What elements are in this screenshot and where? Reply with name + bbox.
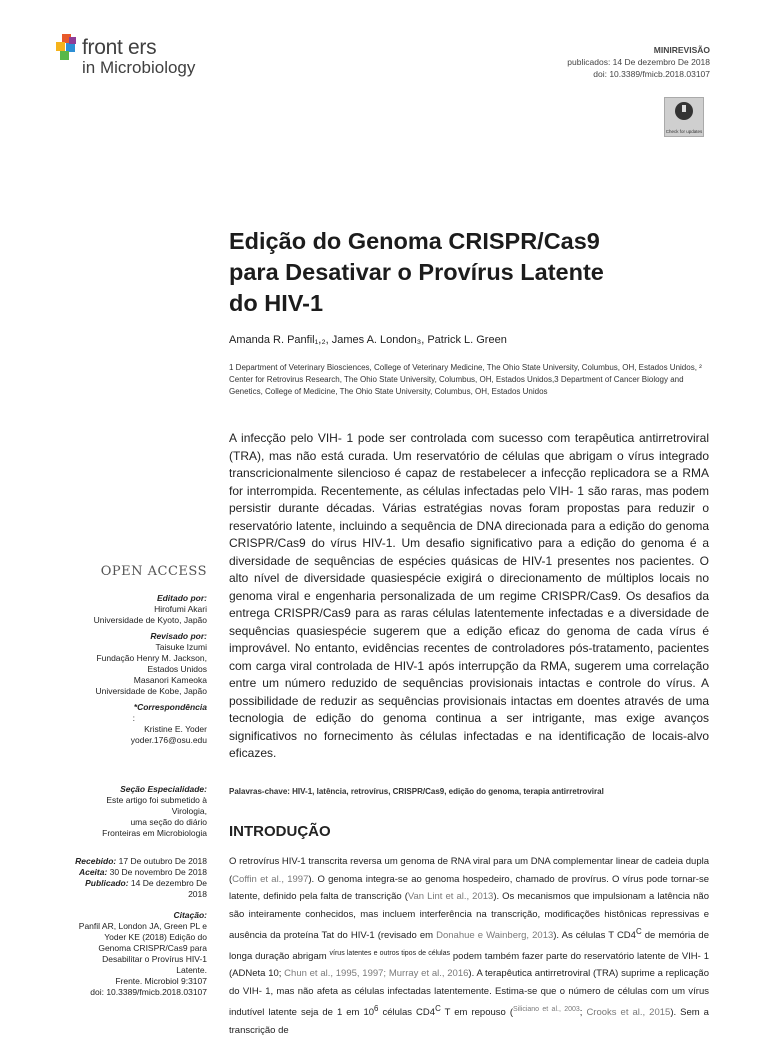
logo-word-journal: in Microbiology <box>82 58 196 77</box>
badge-label: Check for updates <box>665 129 703 134</box>
accepted-label: Aceita: <box>78 867 108 877</box>
update-icon <box>665 98 703 124</box>
citation-text: Yoder KE (2018) Edição do <box>104 932 207 942</box>
citation-text: Desabilitar o Provírus HIV-1 <box>102 954 207 964</box>
introduction-text <box>229 853 709 1039</box>
article-doi: doi: 10.3389/fmicb.2018.03107 <box>593 69 710 79</box>
edited-by-label: Editado por: <box>156 593 207 603</box>
received-label: Recebido: <box>75 856 117 866</box>
section-heading-introduction: INTRODUÇÃO <box>229 823 331 840</box>
citation-link[interactable]: Donahue e Wainberg, 2013 <box>436 930 554 942</box>
open-access-label: OPEN ACCESS <box>100 564 207 579</box>
title-line-1: Edição do Genoma CRISPR/Cas9 <box>229 228 600 254</box>
reviewer-name: Masanori Kameoka <box>133 675 207 685</box>
intro-text-11: ). Sem a transcrição de <box>229 1007 709 1036</box>
citation-link[interactable]: Siliciano et al., 2003 <box>513 1006 580 1014</box>
accepted-date: 30 De novembro De 2018 <box>107 867 207 877</box>
section-block <box>27 784 207 839</box>
reviewed-by-label: Revisado por: <box>150 631 207 641</box>
frontiers-logo-icon <box>56 34 80 62</box>
citation-text: Panfil AR, London JA, Green PL e <box>78 921 207 931</box>
intro-text-5: de memória de longa duração abrigam <box>229 930 709 962</box>
reviewer-affiliation: Fundação Henry M. Jackson, <box>96 653 207 663</box>
abstract: A infecção pelo VIH- 1 pode ser controlada com sucesso com terapêutica antirretroviral (TRA), mas não está curada. Um reservatório de células que abrigam o vírus integrado transcricionalmente silencioso é capaz de restabelecer a infecção replicadora se a RMA for interrompida. Recentemente, as células infectadas pelo VIH- 1 são raras, mas podem persistir durante décadas. Várias estratégias novas foram propostas para reduzir o reservatório latente, incluindo a sequência de DNA direcionada para a edição do genoma CRISPR/Cas9 do vírus HIV-1. Um desafio significativo para a edição do genoma é a diversidade de sequências de espécies quásicas de HIV-1 presentes nos pacientes. O alto nível de diversidade quasiespécie exigirá o direcionamento de múltiplos locais no genoma viral e engenharia personalizada de um regime CRISPR/Cas9. Os desafios da entrega CRISPR/Cas9 para as raras células latentemente infectadas e a diversidade de sequências quasiespécie sugerem que a edição eficaz do genoma de cada vírus é improvável. No entanto, evidências recentes de controladores pós-tratamento, pacientes com carga viral controlada de HIV-1 após interrupção da RMA, sugerem uma correlação entre um número reduzido de sequências provisionais intactas e controle do vírus. A possibilidade de reduzir as sequências provisionais intactas em doentes através de uma tecnologia de edição do genoma continua a ser intrigante, mas exige avanços significativos no fornecimento às células infectadas e na identificação de locais-alvo eficazes. <box>229 431 709 760</box>
superscript: 6 <box>374 1004 379 1014</box>
intro-text-3: ). Os mecanismos que impulsionam a latência não são inteiramente conhecidos, mas incluem interferência na transcrição, modificações histônicas repressivas e ausência da proteína Tat do HIV-1 (revisado em <box>229 891 709 942</box>
section-text: Virologia, <box>171 806 207 816</box>
affiliations: 1 Department of Veterinary Biosciences, College of Veterinary Medicine, The Ohio State University, Columbus, OH, Estados Unidos, ² Center for Retrovirus Research, The Ohio State University, Columbus, OH, Estados Unidos,3 Department of Cancer Biology and Genetics, College of Medicine, The Ohio State University, Columbus, OH, Estados Unidos <box>229 363 702 396</box>
section-text: Fronteiras em Microbiologia <box>102 828 207 838</box>
dates-block <box>27 856 207 900</box>
section-text: Este artigo foi submetido à <box>106 795 207 805</box>
title-line-2: para Desativar o Provírus Latente <box>229 259 604 285</box>
citation-text: Latente. <box>176 965 207 975</box>
received-date: 17 De outubro De 2018 <box>116 856 207 866</box>
editors-block <box>27 593 207 746</box>
citation-link[interactable]: Van Lint et al., 2013 <box>407 891 494 902</box>
published-year: 2018 <box>188 889 207 899</box>
journal-logo <box>56 32 246 82</box>
editor-name: Hirofumi Akari <box>154 604 207 614</box>
intro-text-7: ). A terapêutica antirretroviral (TRA) suprime a replicação do VIH- 1, mas não afeta as células infectadas latentemente. Estima-se que o número de células com um vírus indutível latente seja de 1 em 10 <box>229 968 709 1019</box>
authors: Amanda R. Panfil₁,₂, James A. London₃, Patrick L. Green <box>229 334 507 346</box>
intro-text-10: ; <box>579 1007 587 1019</box>
section-label: Seção Especialidade: <box>120 784 207 794</box>
correspondence-name: Kristine E. Yoder <box>144 724 207 734</box>
keywords: Palavras-chave: HIV-1, latência, retrovírus, CRISPR/Cas9, edição do genoma, terapia antirretroviral <box>229 787 604 796</box>
logo-word-frontiers: front ers <box>82 36 157 59</box>
correspondence-email[interactable]: yoder.176@osu.edu <box>130 735 207 745</box>
article-title <box>229 226 699 319</box>
reviewer-name: Taisuke Izumi <box>155 642 207 652</box>
superscript: C <box>435 1004 441 1014</box>
intro-text-1: O retrovírus HIV-1 transcrita reversa um genoma de RNA viral para um DNA complementar linear de cadeia dupla ( <box>229 856 709 885</box>
article-type: MINIREVISÃO <box>653 45 710 55</box>
correspondence-colon: : <box>132 713 135 723</box>
reviewer-affiliation: Universidade de Kobe, Japão <box>95 686 207 696</box>
published-date: publicados: 14 De dezembro De 2018 <box>567 57 710 67</box>
intro-text-6: podem também fazer parte do reservatório latente de VIH- 1 (ADNeta 10; <box>229 950 709 980</box>
intro-text-4: ). As células T CD4 <box>553 930 636 942</box>
citation-block <box>27 910 207 998</box>
intro-text-2: ). O genoma integra-se ao genoma hospedeiro, chamado de provírus. O vírus pode tornar-se latente, definido pela falta de transcrição ( <box>229 873 709 902</box>
reviewer-affiliation: Estados Unidos <box>147 664 207 674</box>
correspondence-label: *Correspondência <box>133 702 207 712</box>
section-text: uma seção do diário <box>130 817 207 827</box>
citation-doi[interactable]: doi: 10.3389/fmicb.2018.03107 <box>90 987 207 997</box>
citation-label: Citação: <box>173 910 207 920</box>
citation-link[interactable]: Chun et al., 1995, 1997; Murray et al., 2016 <box>284 968 469 980</box>
check-for-updates-badge[interactable] <box>664 97 704 137</box>
intro-text-8: células CD4 <box>378 1007 436 1019</box>
citation-text: Genoma CRISPR/Cas9 para <box>98 943 207 953</box>
intro-small-text: vírus latentes e outros tipos de células <box>329 949 451 957</box>
published-date-side: 14 De dezembro De <box>128 878 207 888</box>
citation-link[interactable]: Coffin et al., 1997 <box>232 873 309 885</box>
published-label: Publicado: <box>85 878 129 888</box>
citation-text: Frente. Microbiol 9:3107 <box>115 976 207 986</box>
title-line-3: do HIV-1 <box>229 290 324 316</box>
article-meta <box>567 44 710 80</box>
superscript: C <box>635 927 642 936</box>
citation-link[interactable]: Crooks et al., 2015 <box>586 1007 671 1019</box>
intro-text-9: T em repouso ( <box>440 1007 513 1019</box>
editor-affiliation: Universidade de Kyoto, Japão <box>93 615 207 625</box>
